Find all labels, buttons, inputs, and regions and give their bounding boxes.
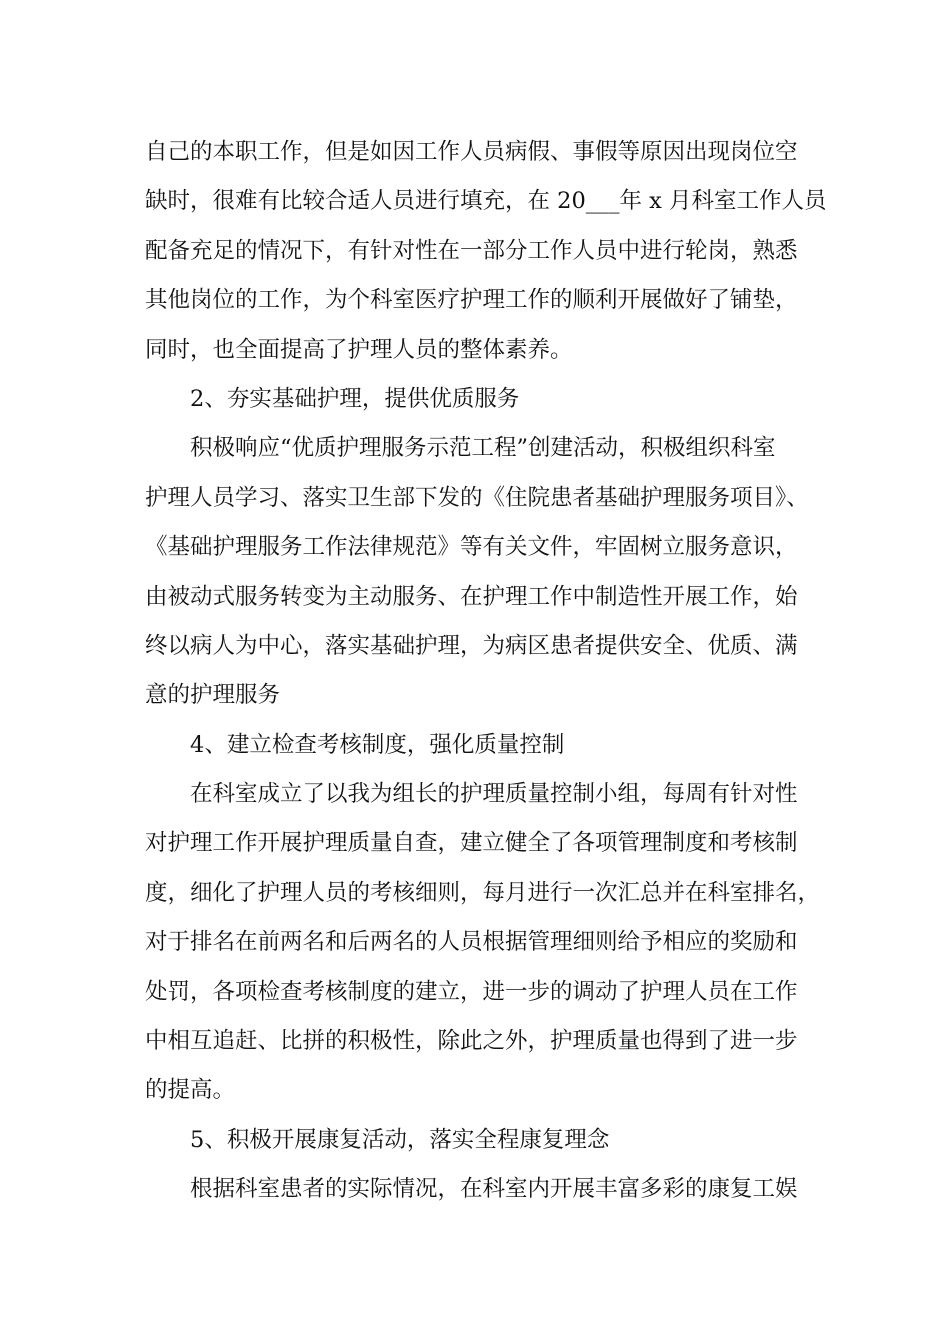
text-line: 4、建立检查考核制度，强化质量控制 <box>190 731 565 758</box>
text-line: 对护理工作开展护理质量自查，建立健全了各项管理制度和考核制 <box>145 830 798 857</box>
text-line: 《基础护理服务工作法律规范》等有关文件，牢固树立服务意识， <box>145 534 798 561</box>
text-line: 同时，也全面提高了护理人员的整体素养。 <box>145 336 573 363</box>
text-line: 对于排名在前两名和后两名的人员根据管理细则给予相应的奖励和 <box>145 929 798 956</box>
text-line: 自己的本职工作，但是如因工作人员病假、事假等原因出现岗位空 <box>145 139 798 165</box>
text-line: 积极响应“优质护理服务示范工程”创建活动，积极组织科室 <box>190 435 776 462</box>
text-line: 度，细化了护理人员的考核细则，每月进行一次汇总并在科室排名， <box>145 879 821 906</box>
text-line: 由被动式服务转变为主动服务、在护理工作中制造性开展工作，始 <box>145 583 798 610</box>
text-line: 的提高。 <box>145 1077 236 1104</box>
text-line: 根据科室患者的实际情况，在科室内开展丰富多彩的康复工娱 <box>190 1176 798 1203</box>
text-line: 中相互追赶、比拼的积极性，除此之外，护理质量也得到了进一步 <box>145 1028 798 1055</box>
text-line: 护理人员学习、落实卫生部下发的《住院患者基础护理服务项目》、 <box>145 484 809 511</box>
text-line: 在科室成立了以我为组长的护理质量控制小组，每周有针对性 <box>190 781 798 808</box>
text-line: 意的护理服务 <box>145 682 281 709</box>
text-line: 缺时，很难有比较合适人员进行填充，在 20___年 x 月科室工作人员 <box>145 188 827 215</box>
text-line: 配备充足的情况下，有针对性在一部分工作人员中进行轮岗，熟悉 <box>145 237 798 264</box>
text-line: 其他岗位的工作，为个科室医疗护理工作的顺利开展做好了铺垫， <box>145 287 798 314</box>
text-line: 2、夯实基础护理，提供优质服务 <box>190 385 520 412</box>
document-body <box>145 128 827 1215</box>
text-line: 终以病人为中心，落实基础护理，为病区患者提供安全、优质、满 <box>145 632 798 659</box>
text-line: 5、积极开展康复活动，落实全程康复理念 <box>190 1126 610 1153</box>
text-line: 处罚，各项检查考核制度的建立，进一步的调动了护理人员在工作 <box>145 978 798 1005</box>
